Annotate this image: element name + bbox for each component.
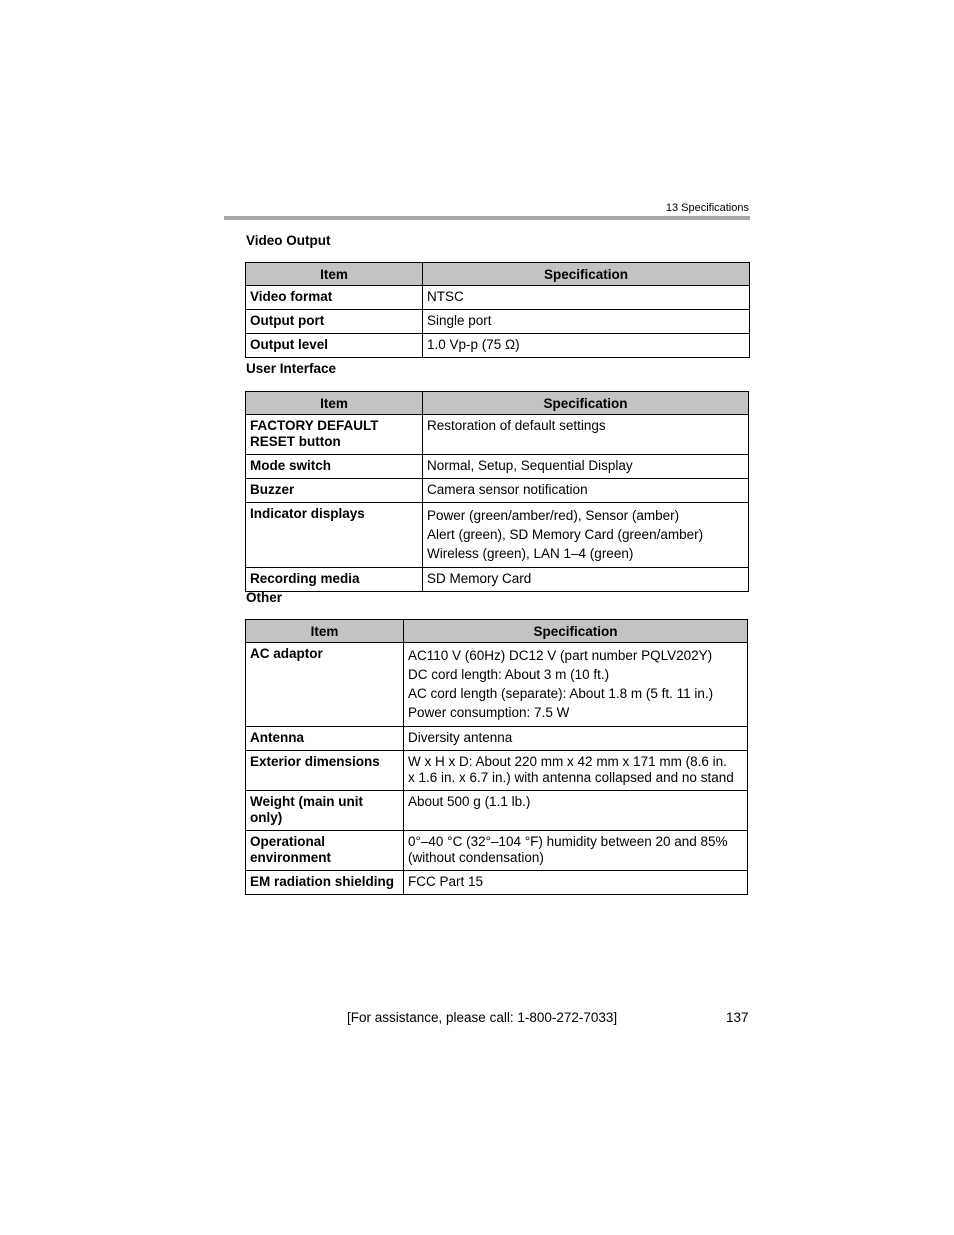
item-cell (246, 310, 423, 334)
item-label: Antenna (250, 730, 304, 745)
table-header-row (246, 263, 750, 286)
specification-value: 0°–40 °C (32°–104 °F) humidity between 20 and 85% (408, 834, 728, 849)
specification-cell (423, 286, 750, 310)
specification-value: W x H x D: About 220 mm x 42 mm x 171 mm (8.6 in. (408, 754, 727, 769)
table-row (246, 334, 750, 358)
specification-cell (404, 643, 748, 727)
item-label: only) (250, 810, 283, 825)
item-cell (246, 334, 423, 358)
specification-cell (423, 503, 749, 568)
specification-cell (404, 751, 748, 791)
item-cell (246, 415, 423, 455)
specification-value: SD Memory Card (427, 571, 532, 586)
specification-value: Power (green/amber/red), Sensor (amber) (427, 508, 680, 523)
specification-value: AC110 V (60Hz) DC12 V (part number PQLV202Y) (408, 648, 713, 663)
column-header-item: Item (246, 392, 423, 415)
section-title-user-interface: User Interface (246, 361, 337, 376)
item-label: Video format (250, 289, 333, 304)
item-label: Output port (250, 313, 325, 328)
table-row (246, 751, 748, 791)
column-header-item: Item (246, 263, 423, 286)
specification-value: AC cord length (separate): About 1.8 m (5 ft. 11 in.) (408, 686, 714, 701)
item-label: Indicator displays (250, 506, 365, 521)
page-number: 137 (726, 1010, 749, 1025)
specification-value: (without condensation) (408, 850, 544, 865)
item-cell (246, 751, 404, 791)
header-rule (224, 216, 750, 220)
item-cell (246, 727, 404, 751)
footer-assistance: [For assistance, please call: 1-800-272-7033] (347, 1010, 618, 1025)
table-row (246, 415, 749, 455)
specification-value: FCC Part 15 (408, 874, 484, 889)
specification-value: Power consumption: 7.5 W (408, 705, 570, 720)
video-output-table (245, 262, 750, 358)
item-label: environment (250, 850, 332, 865)
item-label: AC adaptor (250, 646, 323, 661)
specification-value: DC cord length: About 3 m (10 ft.) (408, 667, 610, 682)
item-label: Mode switch (250, 458, 332, 473)
specification-value: Wireless (green), LAN 1–4 (green) (427, 546, 634, 561)
column-header-item: Item (246, 620, 404, 643)
specification-value: About 500 g (1.1 lb.) (408, 794, 531, 809)
specification-value: Camera sensor notification (427, 482, 588, 497)
specification-value: Restoration of default settings (427, 418, 606, 433)
section-title-video-output: Video Output (246, 233, 331, 248)
item-cell (246, 643, 404, 727)
table-row (246, 791, 748, 831)
item-label: Output level (250, 337, 329, 352)
item-cell (246, 479, 423, 503)
specification-cell (404, 791, 748, 831)
column-header-specification: Specification (404, 620, 748, 643)
table-row (246, 455, 749, 479)
specification-value: Single port (427, 313, 492, 328)
specification-cell (423, 334, 750, 358)
column-header-specification: Specification (423, 392, 749, 415)
table-row (246, 643, 748, 727)
table-row (246, 503, 749, 568)
user-interface-table (245, 391, 749, 592)
table-row (246, 727, 748, 751)
table-row (246, 831, 748, 871)
specification-value: Normal, Setup, Sequential Display (427, 458, 633, 473)
table-header-row (246, 392, 749, 415)
column-header-specification: Specification (423, 263, 750, 286)
specification-value: Diversity antenna (408, 730, 513, 745)
specification-cell (404, 871, 748, 895)
table-row (246, 479, 749, 503)
item-label: RESET button (250, 434, 341, 449)
item-cell (246, 503, 423, 568)
item-cell (246, 568, 423, 592)
specification-cell (423, 479, 749, 503)
specification-cell (423, 310, 750, 334)
specification-cell (404, 727, 748, 751)
specification-cell (423, 455, 749, 479)
running-head: 13 Specifications (665, 202, 749, 214)
item-label: EM radiation shielding (250, 874, 395, 889)
specification-value: x 1.6 in. x 6.7 in.) with antenna collapsed and no stand (408, 770, 734, 785)
item-label: Recording media (250, 571, 360, 586)
item-cell (246, 286, 423, 310)
table-row (246, 310, 750, 334)
item-label: Exterior dimensions (250, 754, 380, 769)
item-cell (246, 455, 423, 479)
specification-cell (423, 568, 749, 592)
specification-cell (423, 415, 749, 455)
table-row (246, 286, 750, 310)
item-cell (246, 871, 404, 895)
specification-cell (404, 831, 748, 871)
item-cell (246, 791, 404, 831)
table-row (246, 568, 749, 592)
item-label: Buzzer (250, 482, 295, 497)
table-header-row (246, 620, 748, 643)
table-row (246, 871, 748, 895)
specification-value: NTSC (427, 289, 464, 304)
specification-value: Alert (green), SD Memory Card (green/amber) (427, 527, 704, 542)
item-label: Operational (250, 834, 326, 849)
specification-value: 1.0 Vp-p (75 Ω) (427, 337, 520, 352)
item-cell (246, 831, 404, 871)
item-label: Weight (main unit (250, 794, 363, 809)
item-label: FACTORY DEFAULT (250, 418, 379, 433)
other-table (245, 619, 748, 895)
section-title-other: Other (246, 590, 283, 605)
